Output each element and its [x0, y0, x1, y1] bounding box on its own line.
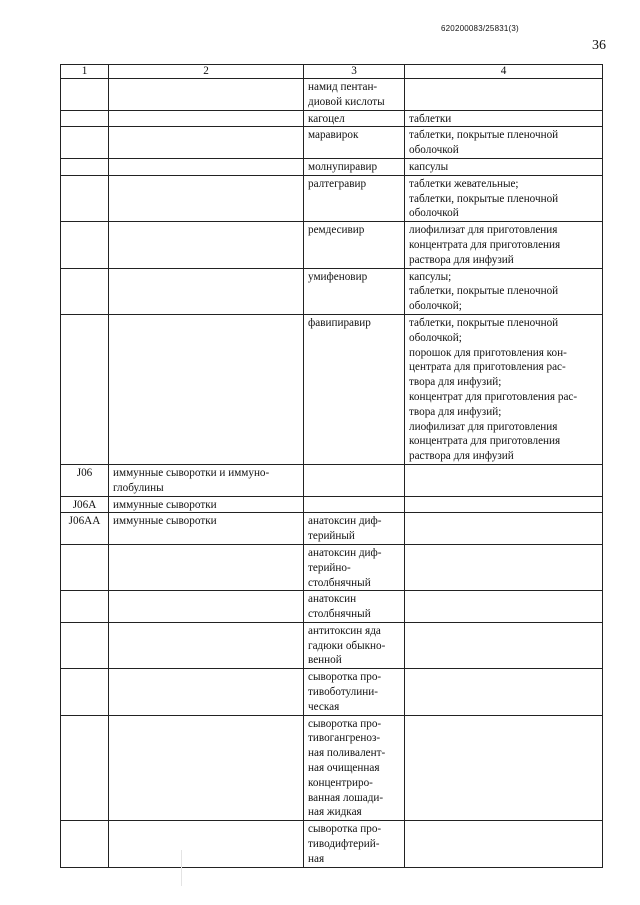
- row-code: [61, 222, 109, 268]
- row-group: [109, 622, 304, 668]
- row-drug-name: анатоксин диф- терийный: [304, 513, 405, 545]
- row-drug-name: маравирок: [304, 127, 405, 159]
- table-row: [61, 715, 603, 821]
- row-drug-name: [304, 496, 405, 513]
- drug-table: [60, 64, 603, 868]
- row-group: [109, 669, 304, 715]
- table-row: [61, 513, 603, 545]
- row-dosage-form: [405, 79, 603, 111]
- row-dosage-form: [405, 715, 603, 821]
- row-dosage-form: [405, 513, 603, 545]
- row-dosage-form: таблетки жевательные; таблетки, покрытые пленочной оболочкой: [405, 175, 603, 221]
- table-row: [61, 591, 603, 623]
- row-drug-name: анатоксин диф- терийно- столбнячный: [304, 544, 405, 590]
- table-row: [61, 158, 603, 175]
- row-code: [61, 175, 109, 221]
- row-dosage-form: [405, 821, 603, 867]
- row-drug-name: анатоксин столбнячный: [304, 591, 405, 623]
- row-code: [61, 79, 109, 111]
- table-row: [61, 79, 603, 111]
- table-header-row: [61, 65, 603, 79]
- table-row: [61, 222, 603, 268]
- row-dosage-form: [405, 591, 603, 623]
- table-row: [61, 464, 603, 496]
- table-row: [61, 110, 603, 127]
- row-code: [61, 158, 109, 175]
- row-code: [61, 622, 109, 668]
- row-code: [61, 268, 109, 314]
- row-code: [61, 127, 109, 159]
- row-drug-name: фавипиравир: [304, 314, 405, 464]
- column-header: 3: [304, 65, 405, 79]
- document-id: 620200083/25831(3): [441, 24, 519, 33]
- row-dosage-form: таблетки: [405, 110, 603, 127]
- row-code: [61, 314, 109, 464]
- row-group: иммунные сыворотки: [109, 513, 304, 545]
- row-drug-name: ралтегравир: [304, 175, 405, 221]
- row-code: [61, 591, 109, 623]
- row-group: [109, 127, 304, 159]
- row-dosage-form: [405, 496, 603, 513]
- column-header: 4: [405, 65, 603, 79]
- row-code: [61, 669, 109, 715]
- page-number: 36: [592, 38, 606, 53]
- row-group: [109, 110, 304, 127]
- row-group: [109, 715, 304, 821]
- row-group: [109, 314, 304, 464]
- row-group: иммунные сыворотки: [109, 496, 304, 513]
- row-group: [109, 79, 304, 111]
- row-dosage-form: таблетки, покрытые пленочной оболочкой; порошок для приготовления кон- центрата для приготовления рас- твора для инфузий; концентрат для приготовления рас- твора для инфузий; лиофилизат для приготовления концентрата для приготовления раствора для инфузий: [405, 314, 603, 464]
- table-row: [61, 496, 603, 513]
- row-dosage-form: [405, 544, 603, 590]
- table-row: [61, 669, 603, 715]
- row-group: [109, 158, 304, 175]
- row-dosage-form: капсулы: [405, 158, 603, 175]
- row-code: [61, 821, 109, 867]
- row-drug-name: умифеновир: [304, 268, 405, 314]
- table-row: [61, 127, 603, 159]
- row-drug-name: молнупиравир: [304, 158, 405, 175]
- row-drug-name: намид пентан- диовой кислоты: [304, 79, 405, 111]
- row-group: [109, 268, 304, 314]
- row-dosage-form: капсулы; таблетки, покрытые пленочной оболочкой;: [405, 268, 603, 314]
- row-group: [109, 544, 304, 590]
- row-drug-name: сыворотка про- тивоботулини- ческая: [304, 669, 405, 715]
- row-drug-name: кагоцел: [304, 110, 405, 127]
- column-header: 1: [61, 65, 109, 79]
- table-row: [61, 175, 603, 221]
- row-group: [109, 175, 304, 221]
- row-group: иммунные сыворотки и иммуно- глобулины: [109, 464, 304, 496]
- scan-artifact: [181, 850, 182, 886]
- row-code: J06A: [61, 496, 109, 513]
- row-code: [61, 715, 109, 821]
- row-dosage-form: лиофилизат для приготовления концентрата для приготовления раствора для инфузий: [405, 222, 603, 268]
- table-row: [61, 314, 603, 464]
- row-drug-name: ремдесивир: [304, 222, 405, 268]
- row-drug-name: [304, 464, 405, 496]
- row-code: [61, 110, 109, 127]
- table-row: [61, 622, 603, 668]
- row-dosage-form: [405, 669, 603, 715]
- row-dosage-form: таблетки, покрытые пленочной оболочкой: [405, 127, 603, 159]
- row-dosage-form: [405, 464, 603, 496]
- column-header: 2: [109, 65, 304, 79]
- row-drug-name: антитоксин яда гадюки обыкно- венной: [304, 622, 405, 668]
- row-code: [61, 544, 109, 590]
- row-drug-name: сыворотка про- тиводифтерий- ная: [304, 821, 405, 867]
- row-code: J06: [61, 464, 109, 496]
- row-drug-name: сыворотка про- тивогангреноз- ная поливалент- ная очищенная концентриро- ванная лошади- ная жидкая: [304, 715, 405, 821]
- row-code: J06AA: [61, 513, 109, 545]
- row-group: [109, 222, 304, 268]
- row-group: [109, 591, 304, 623]
- row-group: [109, 821, 304, 867]
- table-row: [61, 544, 603, 590]
- row-dosage-form: [405, 622, 603, 668]
- table-row: [61, 268, 603, 314]
- table-row: [61, 821, 603, 867]
